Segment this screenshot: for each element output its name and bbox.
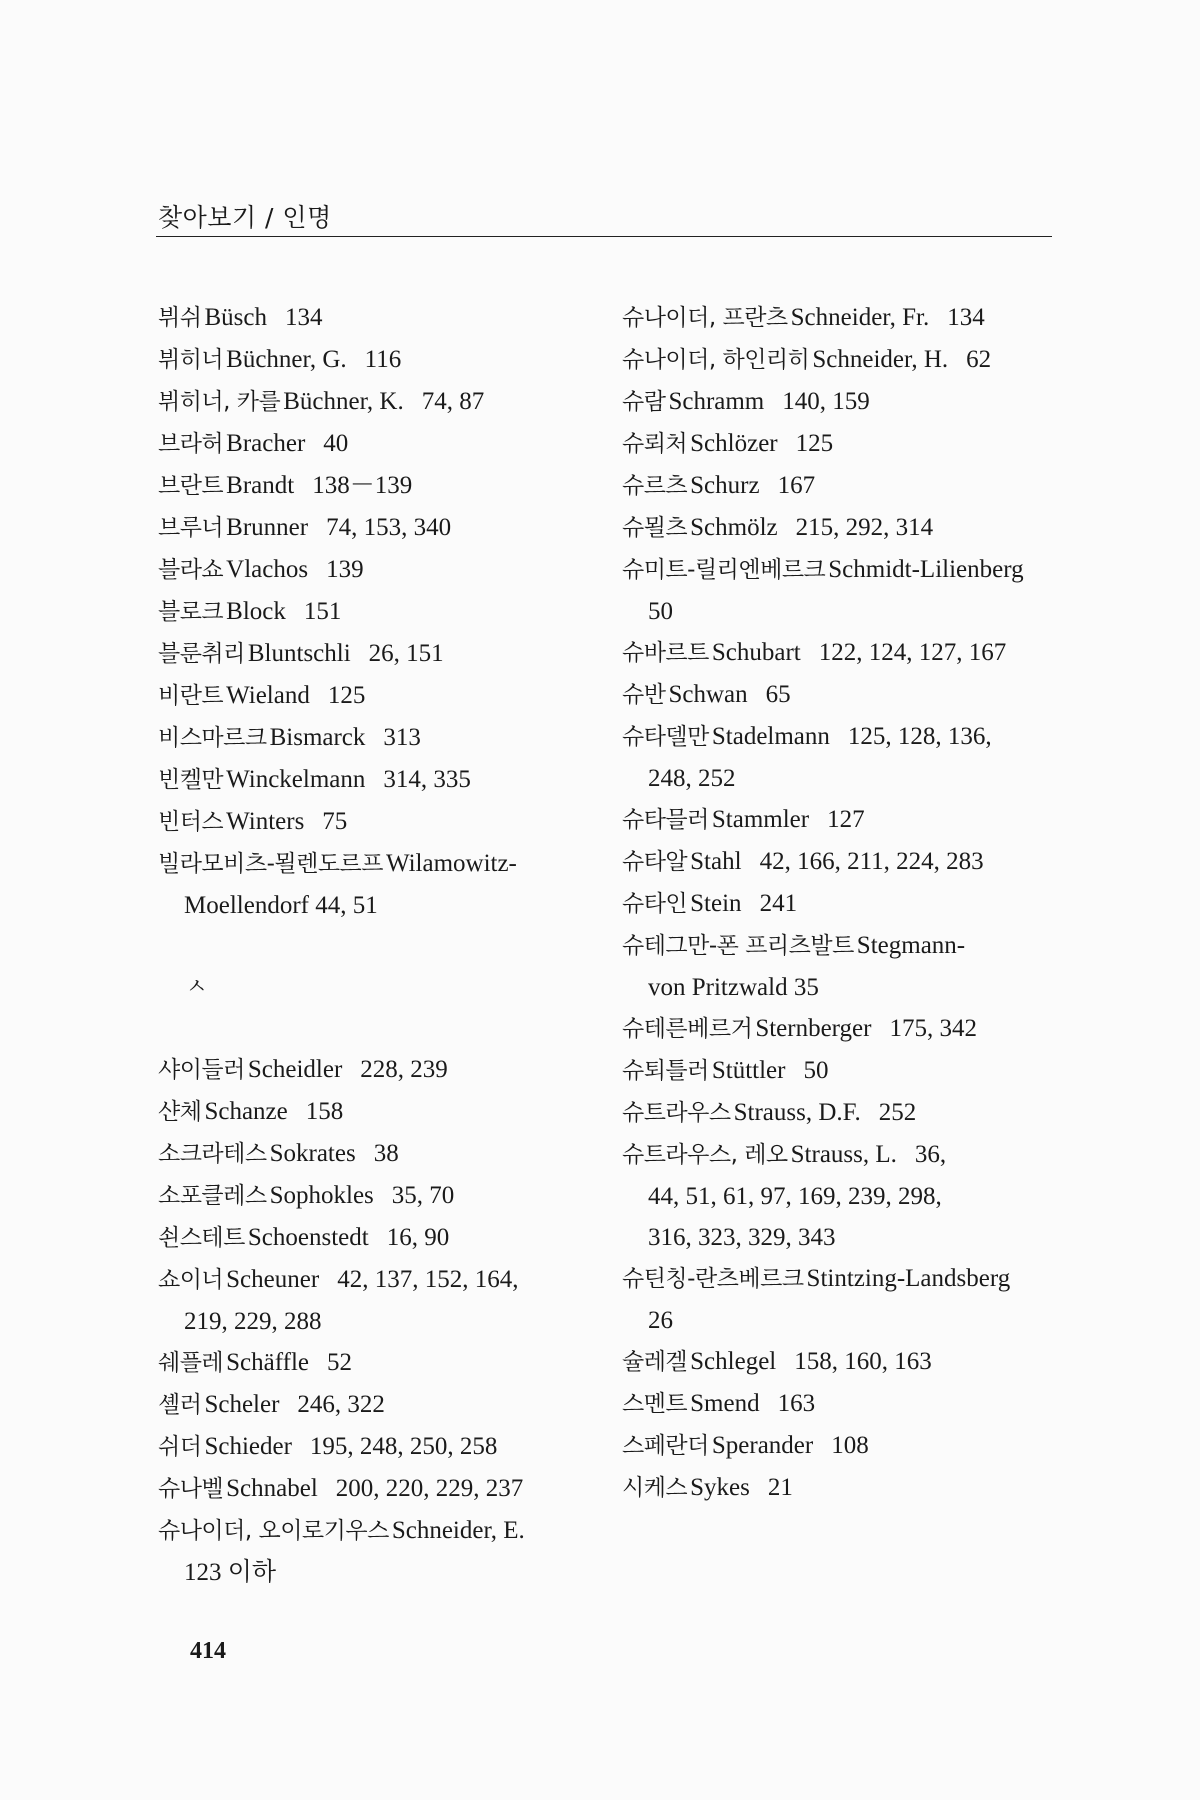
entry-original-name: Schneider, Fr. bbox=[790, 304, 930, 331]
entry-original-name: Büsch bbox=[204, 304, 267, 331]
index-entry bbox=[158, 633, 598, 675]
entry-korean-name: 뷔쉬 bbox=[158, 305, 202, 331]
entry-original-name: Vlachos bbox=[226, 556, 309, 583]
index-entry bbox=[622, 799, 1052, 841]
entry-page-refs: 42, 166, 211, 224, 283 bbox=[759, 848, 984, 875]
index-entry bbox=[158, 381, 598, 423]
entry-original-name: Bracher bbox=[226, 430, 306, 457]
entry-page-refs: 36, bbox=[914, 1141, 947, 1168]
entry-page-refs: 125, 128, 136, bbox=[847, 723, 992, 750]
index-entry bbox=[622, 1008, 1052, 1050]
entry-korean-name: 슐레겔 bbox=[622, 1349, 688, 1375]
index-entry bbox=[158, 1259, 598, 1342]
entry-korean-name: 브루너 bbox=[158, 515, 224, 541]
entry-page-refs: 163 bbox=[777, 1390, 816, 1417]
entry-original-name: Schurz bbox=[690, 472, 760, 499]
entry-original-name: Schneider, E. bbox=[391, 1517, 525, 1544]
entry-page-refs: 158, 160, 163 bbox=[794, 1348, 932, 1375]
section-letter: ㅅ bbox=[186, 975, 208, 1000]
entry-korean-name: 슈나이더, 하인리히 bbox=[622, 347, 810, 373]
entry-continuation: Moellendorf 44, 51 bbox=[184, 892, 378, 919]
entry-page-refs: 158 bbox=[305, 1098, 344, 1125]
entry-korean-name: 슈트라우스, 레오 bbox=[622, 1142, 788, 1168]
entry-page-refs: 50 bbox=[803, 1057, 829, 1084]
entry-page-refs: 26, 151 bbox=[368, 640, 444, 667]
index-entry bbox=[158, 591, 598, 633]
index-entry bbox=[158, 801, 598, 843]
index-entry bbox=[158, 717, 598, 759]
entry-original-name: Sternberger bbox=[755, 1015, 872, 1042]
entry-korean-name: 샤이들러 bbox=[158, 1057, 245, 1083]
entry-page-refs: 200, 220, 229, 237 bbox=[335, 1475, 524, 1502]
entry-korean-name: 비란트 bbox=[158, 683, 224, 709]
entry-original-name: Smend bbox=[690, 1390, 760, 1417]
index-entry bbox=[622, 674, 1052, 716]
entry-original-name: Stüttler bbox=[711, 1057, 786, 1084]
entry-original-name: Bismarck bbox=[269, 724, 366, 751]
entry-korean-name: 샨체 bbox=[158, 1099, 202, 1125]
index-entry bbox=[158, 1175, 598, 1217]
entry-original-name: Winters bbox=[226, 808, 305, 835]
entry-original-name: Schubart bbox=[711, 639, 801, 666]
entry-page-refs: 151 bbox=[303, 598, 342, 625]
entry-original-name: Schlözer bbox=[690, 430, 778, 457]
entry-korean-name: 슈타델만 bbox=[622, 724, 709, 750]
entry-page-refs: 127 bbox=[827, 806, 865, 833]
entry-page-refs: 122, 124, 127, 167 bbox=[818, 639, 1007, 666]
index-entry bbox=[158, 1510, 598, 1593]
index-entry bbox=[622, 1092, 1052, 1134]
entry-page-refs: 138－139 bbox=[312, 472, 413, 499]
index-entry bbox=[622, 716, 1052, 799]
entry-korean-name: 빌라모비츠-묄렌도르프 bbox=[158, 851, 383, 877]
index-entry bbox=[622, 381, 1052, 423]
entry-korean-name: 슈람 bbox=[622, 389, 666, 415]
entry-korean-name: 슈테그만-폰 프리츠발트 bbox=[622, 933, 854, 959]
index-entry bbox=[158, 759, 598, 801]
entry-original-name: Bluntschli bbox=[247, 640, 351, 667]
entry-page-refs: 246, 322 bbox=[297, 1391, 385, 1418]
entry-continuation: 219, 229, 288 bbox=[184, 1308, 322, 1335]
entry-page-refs: 52 bbox=[327, 1349, 352, 1376]
entry-page-refs: 40 bbox=[323, 430, 349, 457]
entry-page-refs: 167 bbox=[777, 472, 816, 499]
page-number: 414 bbox=[190, 1638, 226, 1664]
entry-page-refs: 139 bbox=[326, 556, 364, 583]
index-entry bbox=[622, 1050, 1052, 1092]
entry-korean-name: 슈타알 bbox=[622, 849, 688, 875]
entry-original-name: Schmölz bbox=[690, 514, 778, 541]
entry-original-name: Stammler bbox=[711, 806, 810, 833]
entry-korean-name: 블룬취리 bbox=[158, 641, 245, 667]
index-entry bbox=[158, 339, 598, 381]
entry-continuation: 44, 51, 61, 97, 169, 239, 298, bbox=[648, 1183, 942, 1210]
index-entry bbox=[158, 1342, 598, 1384]
entry-korean-name: 슈타인 bbox=[622, 891, 688, 917]
index-entry bbox=[622, 1467, 1052, 1509]
entry-korean-name: 쉐플레 bbox=[158, 1350, 224, 1376]
header-rule bbox=[156, 236, 1052, 237]
entry-original-name: Schwan bbox=[668, 681, 748, 708]
entry-original-name: Scheuner bbox=[226, 1266, 320, 1293]
index-entry bbox=[622, 423, 1052, 465]
entry-page-refs: 65 bbox=[765, 681, 791, 708]
entry-page-refs: 21 bbox=[767, 1474, 793, 1501]
entry-original-name: Schanze bbox=[204, 1098, 288, 1125]
entry-original-name: Stahl bbox=[690, 848, 742, 875]
entry-continuation: 26 bbox=[648, 1307, 673, 1334]
entry-korean-name: 슈타믈러 bbox=[622, 807, 709, 833]
entry-korean-name: 슈르츠 bbox=[622, 473, 688, 499]
entry-korean-name: 슈뢰처 bbox=[622, 431, 688, 457]
entry-page-refs: 74, 153, 340 bbox=[326, 514, 452, 541]
entry-continuation: von Pritzwald 35 bbox=[648, 974, 819, 1001]
index-entry bbox=[158, 297, 598, 339]
index-entry bbox=[622, 507, 1052, 549]
entry-korean-name: 블로크 bbox=[158, 599, 224, 625]
entry-continuation: 316, 323, 329, 343 bbox=[648, 1224, 836, 1251]
entry-original-name: Brunner bbox=[226, 514, 309, 541]
entry-original-name: Schlegel bbox=[690, 1348, 777, 1375]
entry-korean-name: 슈트라우스 bbox=[622, 1100, 731, 1126]
entry-page-refs: 108 bbox=[831, 1432, 869, 1459]
entry-original-name: Stadelmann bbox=[711, 723, 830, 750]
index-entry bbox=[622, 1383, 1052, 1425]
entry-original-name: Wieland bbox=[226, 682, 310, 709]
entry-original-name: Sykes bbox=[690, 1474, 750, 1501]
index-entry bbox=[622, 297, 1052, 339]
index-entry bbox=[158, 1384, 598, 1426]
index-entry bbox=[622, 841, 1052, 883]
entry-original-name: Schmidt-Lilienberg bbox=[828, 556, 1024, 583]
entry-page-refs: 228, 239 bbox=[360, 1056, 448, 1083]
index-entry bbox=[158, 1217, 598, 1259]
index-entry bbox=[158, 507, 598, 549]
index-entry bbox=[622, 925, 1052, 1008]
entry-original-name: Büchner, G. bbox=[226, 346, 347, 373]
entry-page-refs: 125 bbox=[795, 430, 834, 457]
index-entry bbox=[622, 883, 1052, 925]
entry-korean-name: 뷔히너 bbox=[158, 347, 224, 373]
index-entry bbox=[158, 549, 598, 591]
index-entry bbox=[622, 549, 1052, 632]
entry-original-name: Scheler bbox=[204, 1391, 280, 1418]
entry-korean-name: 슈반 bbox=[622, 682, 666, 708]
entry-page-refs: 38 bbox=[373, 1140, 399, 1167]
entry-original-name: Stein bbox=[690, 890, 742, 917]
entry-original-name: Winckelmann bbox=[226, 766, 366, 793]
entry-continuation: 248, 252 bbox=[648, 765, 736, 792]
entry-korean-name: 슈바르트 bbox=[622, 640, 709, 666]
entry-original-name: Sokrates bbox=[269, 1140, 356, 1167]
index-entry bbox=[158, 423, 598, 465]
entry-original-name: Schnabel bbox=[226, 1475, 318, 1502]
entry-page-refs: 42, 137, 152, 164, bbox=[337, 1266, 519, 1293]
entry-page-refs: 75 bbox=[322, 808, 348, 835]
entry-korean-name: 슈틴칭-란츠베르크 bbox=[622, 1266, 804, 1292]
entry-page-refs: 140, 159 bbox=[782, 388, 870, 415]
entry-korean-name: 브란트 bbox=[158, 473, 224, 499]
entry-korean-name: 쇼이너 bbox=[158, 1267, 224, 1293]
entry-page-refs: 134 bbox=[947, 304, 985, 331]
entry-korean-name: 쇤스테트 bbox=[158, 1225, 245, 1251]
entry-korean-name: 슈퇴틀러 bbox=[622, 1058, 709, 1084]
index-entry bbox=[622, 1134, 1052, 1217]
index-entry bbox=[622, 1341, 1052, 1383]
entry-original-name: Scheidler bbox=[247, 1056, 343, 1083]
entry-original-name: Schoenstedt bbox=[247, 1224, 369, 1251]
index-entry bbox=[622, 339, 1052, 381]
index-entry bbox=[158, 1133, 598, 1175]
entry-original-name: Schäffle bbox=[226, 1349, 309, 1376]
index-entry bbox=[158, 1426, 598, 1468]
entry-original-name: Schieder bbox=[204, 1433, 292, 1460]
entry-korean-name: 빈터스 bbox=[158, 809, 224, 835]
entry-original-name: Wilamowitz- bbox=[385, 850, 517, 877]
entry-original-name: Block bbox=[226, 598, 286, 625]
entry-korean-name: 슈나벨 bbox=[158, 1476, 224, 1502]
entry-korean-name: 블라쇼 bbox=[158, 557, 224, 583]
entry-original-name: Strauss, L. bbox=[790, 1141, 897, 1168]
entry-page-refs: 215, 292, 314 bbox=[795, 514, 934, 541]
index-entry bbox=[158, 465, 598, 507]
entry-page-refs: 74, 87 bbox=[421, 388, 485, 415]
entry-page-refs: 195, 248, 250, 258 bbox=[309, 1433, 498, 1460]
entry-page-refs: 16, 90 bbox=[386, 1224, 450, 1251]
index-entry bbox=[158, 1468, 598, 1510]
index-entry bbox=[158, 1091, 598, 1133]
entry-korean-name: 브라허 bbox=[158, 431, 224, 457]
entry-page-refs: 313 bbox=[383, 724, 421, 751]
entry-korean-name: 뷔히너, 카를 bbox=[158, 389, 281, 415]
running-head: 찾아보기 / 인명 bbox=[158, 203, 332, 232]
entry-page-refs: 175, 342 bbox=[889, 1015, 977, 1042]
entry-continuation: 123 이하 bbox=[184, 1559, 277, 1586]
entry-continuation: 50 bbox=[648, 598, 673, 625]
entry-korean-name: 비스마르크 bbox=[158, 725, 267, 751]
index-entry bbox=[158, 675, 598, 717]
entry-korean-name: 소포클레스 bbox=[158, 1183, 267, 1209]
entry-korean-name: 슈묄츠 bbox=[622, 515, 688, 541]
entry-page-refs: 62 bbox=[966, 346, 992, 373]
index-entry bbox=[158, 1049, 598, 1091]
index-column-right bbox=[622, 297, 1052, 1509]
entry-original-name: Strauss, D.F. bbox=[733, 1099, 861, 1126]
index-entry bbox=[158, 843, 598, 926]
entry-korean-name: 슈나이더, 오이로기우스 bbox=[158, 1518, 389, 1544]
entry-page-refs: 116 bbox=[364, 346, 402, 373]
entry-original-name: Schramm bbox=[668, 388, 765, 415]
index-column-left bbox=[158, 297, 598, 1593]
entry-original-name: Büchner, K. bbox=[283, 388, 404, 415]
index-entry bbox=[622, 465, 1052, 507]
index-entry bbox=[622, 1258, 1052, 1341]
entry-original-name: Brandt bbox=[226, 472, 295, 499]
entry-korean-name: 슈테른베르거 bbox=[622, 1016, 753, 1042]
entry-page-refs: 241 bbox=[759, 890, 798, 917]
entry-page-refs: 252 bbox=[878, 1099, 917, 1126]
entry-page-refs: 35, 70 bbox=[391, 1182, 455, 1209]
entry-korean-name: 슈미트-릴리엔베르크 bbox=[622, 557, 826, 583]
entry-korean-name: 셸러 bbox=[158, 1392, 202, 1418]
entry-original-name: Stegmann- bbox=[856, 932, 966, 959]
entry-original-name: Sperander bbox=[711, 1432, 814, 1459]
index-entry bbox=[622, 1425, 1052, 1467]
entry-korean-name: 스페란더 bbox=[622, 1433, 709, 1459]
entry-page-refs: 314, 335 bbox=[383, 766, 471, 793]
index-entry bbox=[622, 1217, 1052, 1258]
entry-original-name: Sophokles bbox=[269, 1182, 374, 1209]
entry-korean-name: 소크라테스 bbox=[158, 1141, 267, 1167]
entry-korean-name: 슈나이더, 프란츠 bbox=[622, 305, 788, 331]
index-entry bbox=[622, 632, 1052, 674]
entry-page-refs: 134 bbox=[284, 304, 323, 331]
entry-korean-name: 시케스 bbox=[622, 1475, 688, 1501]
entry-korean-name: 빈켈만 bbox=[158, 767, 224, 793]
entry-korean-name: 스멘트 bbox=[622, 1391, 688, 1417]
entry-korean-name: 쉬더 bbox=[158, 1434, 202, 1460]
entry-page-refs: 125 bbox=[327, 682, 366, 709]
entry-original-name: Stintzing-Landsberg bbox=[806, 1265, 1011, 1292]
entry-original-name: Schneider, H. bbox=[812, 346, 949, 373]
